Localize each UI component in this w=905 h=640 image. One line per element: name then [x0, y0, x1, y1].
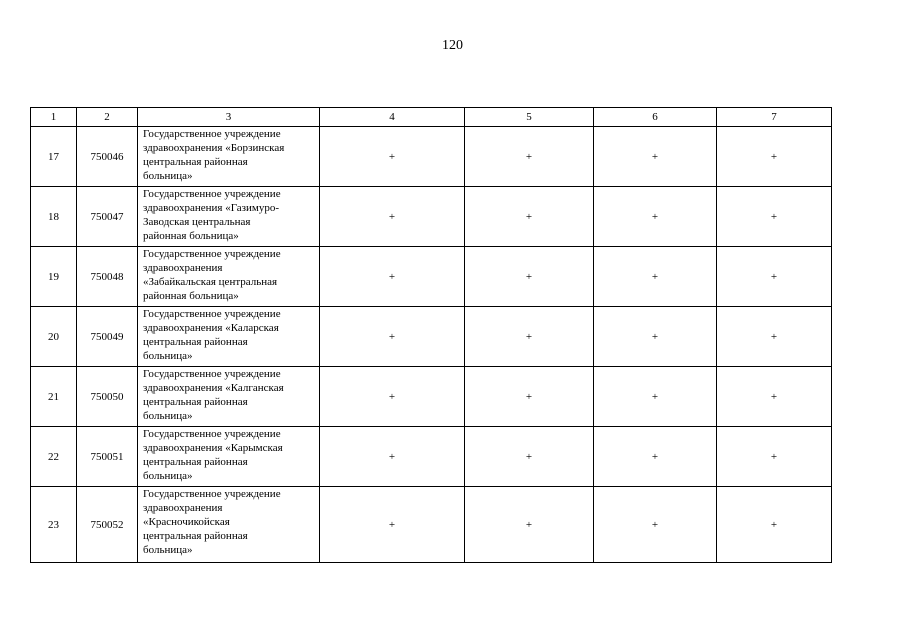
institution-name-cell [138, 367, 320, 427]
column-header: 2 [77, 108, 138, 127]
page-number: 120 [442, 38, 463, 53]
mark-cell: + [594, 367, 717, 427]
mark-cell: + [717, 307, 832, 367]
institution-code: 750049 [77, 307, 138, 367]
mark-cell: + [465, 427, 594, 487]
column-header: 1 [31, 108, 77, 127]
mark-cell: + [465, 367, 594, 427]
mark-cell: + [594, 307, 717, 367]
institution-code: 750048 [77, 247, 138, 307]
column-header: 3 [138, 108, 320, 127]
institution-name-cell [138, 487, 320, 563]
mark-cell: + [594, 187, 717, 247]
institution-name-cell [138, 307, 320, 367]
institution-code: 750047 [77, 187, 138, 247]
mark-cell: + [594, 127, 717, 187]
table-row [31, 187, 832, 247]
column-header: 7 [717, 108, 832, 127]
table-row [31, 487, 832, 563]
mark-cell: + [320, 427, 465, 487]
mark-cell: + [717, 487, 832, 563]
mark-cell: + [594, 427, 717, 487]
mark-cell: + [465, 307, 594, 367]
institution-name: Государственное учреждение здравоохранения «Каларская центральная районная больница» [143, 308, 281, 362]
mark-cell: + [320, 487, 465, 563]
row-number: 19 [31, 247, 77, 307]
table-row [31, 307, 832, 367]
institution-name-cell [138, 247, 320, 307]
institution-code: 750050 [77, 367, 138, 427]
mark-cell: + [717, 127, 832, 187]
row-number: 20 [31, 307, 77, 367]
institution-name: Государственное учреждение здравоохранения «Борзинская центральная районная больница» [143, 128, 285, 182]
mark-cell: + [320, 247, 465, 307]
mark-cell: + [320, 307, 465, 367]
row-number: 18 [31, 187, 77, 247]
table-row [31, 367, 832, 427]
institution-name: Государственное учреждение здравоохранения «Калганская центральная районная больница» [143, 368, 284, 422]
row-number: 17 [31, 127, 77, 187]
mark-cell: + [717, 367, 832, 427]
table-row [31, 427, 832, 487]
mark-cell: + [717, 427, 832, 487]
row-number: 22 [31, 427, 77, 487]
institutions-table [30, 107, 832, 563]
institution-code: 750052 [77, 487, 138, 563]
mark-cell: + [465, 127, 594, 187]
row-number: 23 [31, 487, 77, 563]
column-header: 6 [594, 108, 717, 127]
mark-cell: + [717, 187, 832, 247]
institution-name-cell [138, 127, 320, 187]
column-header: 5 [465, 108, 594, 127]
mark-cell: + [465, 487, 594, 563]
institution-name: Государственное учреждение здравоохранения «Красночикойская центральная районная больница» [143, 488, 281, 556]
mark-cell: + [594, 487, 717, 563]
mark-cell: + [320, 127, 465, 187]
column-header: 4 [320, 108, 465, 127]
institution-name: Государственное учреждение здравоохранения «Забайкальская центральная районная больница» [143, 248, 281, 302]
mark-cell: + [320, 187, 465, 247]
institution-code: 750046 [77, 127, 138, 187]
mark-cell: + [320, 367, 465, 427]
row-number: 21 [31, 367, 77, 427]
table-row [31, 247, 832, 307]
mark-cell: + [717, 247, 832, 307]
table-header-row [31, 108, 832, 127]
table-row [31, 127, 832, 187]
institution-code: 750051 [77, 427, 138, 487]
institution-name-cell [138, 427, 320, 487]
mark-cell: + [594, 247, 717, 307]
institution-name-cell [138, 187, 320, 247]
mark-cell: + [465, 247, 594, 307]
mark-cell: + [465, 187, 594, 247]
institution-name: Государственное учреждение здравоохранения «Газимуро- Заводская центральная районная больница» [143, 188, 281, 242]
institution-name: Государственное учреждение здравоохранения «Карымская центральная районная больница» [143, 428, 283, 482]
